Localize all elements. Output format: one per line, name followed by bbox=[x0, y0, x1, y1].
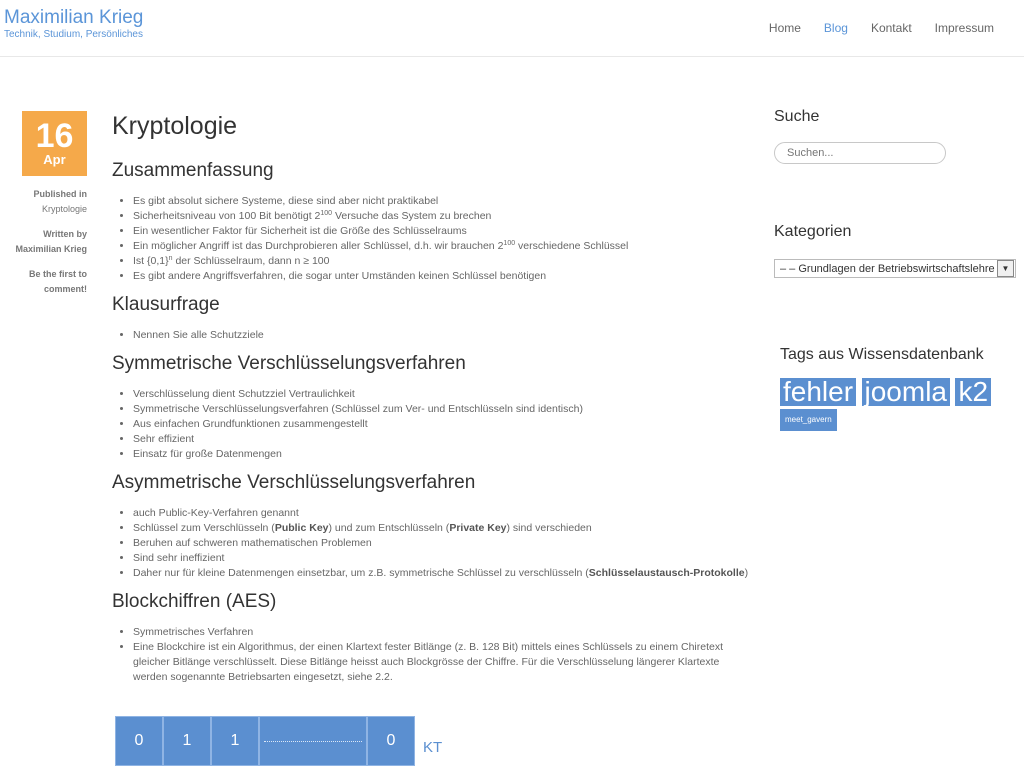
post-date-month: Apr bbox=[43, 152, 66, 167]
section-heading: Klausurfrage bbox=[112, 294, 220, 315]
comments bbox=[0, 267, 87, 297]
search-heading: Suche bbox=[774, 108, 820, 125]
categories-select[interactable] bbox=[774, 259, 1016, 278]
categories-selected-value: – – Grundlagen der Betriebswirtschaftslehre bbox=[780, 262, 995, 275]
published-in bbox=[0, 187, 87, 217]
nav-kontakt[interactable]: Kontakt bbox=[870, 21, 912, 35]
tag-cloud bbox=[780, 378, 995, 434]
tag-joomla[interactable]: joomla bbox=[862, 378, 950, 406]
tags-heading: Tags aus Wissensdatenbank bbox=[780, 346, 984, 363]
tag-k2[interactable]: k2 bbox=[955, 378, 991, 406]
bit-cell: 1 bbox=[163, 716, 211, 766]
list-item: • Sehr effizient bbox=[133, 432, 752, 447]
article-title: Kryptologie bbox=[112, 112, 238, 140]
list-item: • Beruhen auf schweren mathematischen Problemen bbox=[133, 536, 752, 551]
bit-cell: 1 bbox=[211, 716, 259, 766]
written-label: Written by bbox=[43, 229, 87, 239]
list-item: • auch Public-Key-Verfahren genannt bbox=[133, 506, 752, 521]
tag-fehler[interactable]: fehler bbox=[780, 378, 856, 406]
main-nav bbox=[769, 21, 994, 35]
post-date-badge bbox=[22, 111, 87, 176]
site-header bbox=[0, 0, 1024, 57]
section-heading: Asymmetrische Verschlüsselungsverfahren bbox=[112, 472, 476, 493]
nav-blog[interactable]: Blog bbox=[823, 21, 848, 35]
section-list bbox=[112, 328, 752, 343]
tag-meet-gavern[interactable]: meet_gavern bbox=[780, 409, 837, 431]
list-item: • Einsatz für große Datenmengen bbox=[133, 447, 752, 462]
list-item: • Verschlüsselung dient Schutzziel Vertraulichkeit bbox=[133, 387, 752, 402]
section-list bbox=[112, 625, 752, 685]
article bbox=[112, 110, 752, 695]
list-item: • Ist $\{0,1\}^n$ der Schlüsselraum, dann n ≥ 100 bbox=[133, 254, 752, 269]
section-list bbox=[112, 506, 752, 581]
first-comment-link[interactable]: Be the first to comment! bbox=[28, 269, 87, 294]
published-label: Published in bbox=[33, 189, 87, 199]
bit-cell: 0 bbox=[367, 716, 415, 766]
category-link[interactable]: Kryptologie bbox=[41, 204, 87, 214]
cipher-label: KT bbox=[423, 739, 443, 756]
list-item: • Symmetrisches Verfahren bbox=[133, 625, 752, 640]
list-item: • Es gibt andere Angriffsverfahren, die sogar unter Umständen keinen Schlüssel benötigen bbox=[133, 269, 752, 284]
author-link[interactable]: Maximilian Krieg bbox=[15, 244, 87, 254]
list-item: • Daher nur für kleine Datenmengen einsetzbar, um z.B. symmetrische Schlüssel zu verschlüsseln (Schlüsselaustausch-Protokolle) bbox=[133, 566, 752, 581]
list-item: • Sicherheitsniveau von 100 Bit benötigt $2^{100}$ Versuche das System zu brechen bbox=[133, 209, 752, 224]
list-item: • Nennen Sie alle Schutzziele bbox=[133, 328, 752, 343]
search-input[interactable] bbox=[774, 142, 946, 164]
list-item: • Aus einfachen Grundfunktionen zusammengestellt bbox=[133, 417, 752, 432]
categories-heading: Kategorien bbox=[774, 223, 852, 240]
list-item: • Symmetrische Verschlüsselungsverfahren (Schlüssel zum Ver- und Entschlüsseln sind identisch) bbox=[133, 402, 752, 417]
list-item: • Ein möglicher Angriff ist das Durchprobieren aller Schlüssel, d.h. wir brauchen $2^{100}$ verschiedene Schlüssel bbox=[133, 239, 752, 254]
section-list bbox=[112, 387, 752, 462]
section-heading: Symmetrische Verschlüsselungsverfahren bbox=[112, 353, 466, 374]
list-item: • Eine Blockchire ist ein Algorithmus, der einen Klartext fester Bitlänge (z. B. 128 Bit) mittels eines Schlüssels zu einem Chiretext gleicher Bitlänge verschlüsselt. Diese Bitlänge heisst auch Blockgrösse der Chiffre. Für die Verschlüsselung längerer Klartexte werden sogenannte Betriebsarten eingesetzt, siehe 2.2. bbox=[133, 640, 752, 685]
post-date-day: 16 bbox=[35, 117, 74, 155]
site-title[interactable]: Maximilian Krieg bbox=[4, 7, 144, 28]
section-heading: Blockchiffren (AES) bbox=[112, 591, 277, 612]
written-by bbox=[0, 227, 87, 257]
list-item: • Ein wesentlicher Faktor für Sicherheit ist die Größe des Schlüsselraums bbox=[133, 224, 752, 239]
chevron-down-icon[interactable]: ▼ bbox=[997, 260, 1014, 277]
brand bbox=[4, 7, 143, 40]
site-tagline: Technik, Studium, Persönliches bbox=[4, 29, 143, 40]
section-list bbox=[112, 194, 752, 284]
list-item: • Schlüssel zum Verschlüsseln (Public Key) und zum Entschlüsseln (Private Key) sind verschieden bbox=[133, 521, 752, 536]
nav-impressum[interactable]: Impressum bbox=[934, 21, 994, 35]
list-item: • Sind sehr ineffizient bbox=[133, 551, 752, 566]
bit-cell-ellipsis bbox=[259, 716, 367, 766]
section-heading: Zusammenfassung bbox=[112, 160, 274, 181]
list-item: • Es gibt absolut sichere Systeme, diese sind aber nicht praktikabel bbox=[133, 194, 752, 209]
block-cipher-diagram bbox=[115, 716, 415, 766]
nav-home[interactable]: Home bbox=[768, 21, 801, 35]
bit-cell: 0 bbox=[115, 716, 163, 766]
